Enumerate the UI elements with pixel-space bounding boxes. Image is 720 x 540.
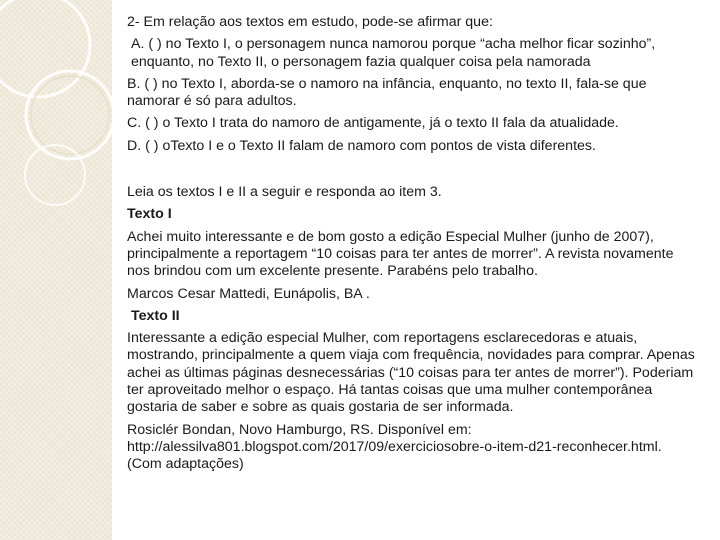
reading-instruction: Leia os textos I e II a seguir e responda ao item 3. (127, 184, 442, 201)
option-b: B. ( ) no Texto I, aborda-se o namoro na infância, enquanto, no texto II, fala-se que namorar é só para adultos. (127, 75, 647, 110)
spacer (127, 160, 699, 184)
option-a: A. ( ) no Texto I, o personagem nunca namorou porque “acha melhor ficar sozinho”, enquanto, no Texto II, o personagem fazia qualquer coisa pela namorada (131, 36, 656, 70)
question-stem: 2- Em relação aos textos em estudo, pode-se afirmar que: (127, 14, 493, 30)
text2-body: Interessante a edição especial Mulher, com reportagens esclarecedoras e atuais, mostrando, principalmente a quem viaja com frequência, novidades para comprar. Apenas achei as últimas páginas desnecessárias (“10 coisas para ter antes de morrer”). Poderiam ter aproveitado melhor o espaço. Há tantas coisas que uma mulher contemporânea gostaria de saber e sobre as quais gostaria de ser informada. (127, 330, 695, 416)
option-c: C. ( ) o Texto I trata do namoro de antigamente, já o texto II fala da atualidade. (127, 115, 619, 132)
option-d: D. ( ) oTexto I e o Texto II falam de namoro com pontos de vista diferentes. (127, 137, 596, 154)
document-content (127, 14, 699, 479)
text1-author: Marcos Cesar Mattedi, Eunápolis, BA . (127, 285, 370, 302)
text2-author: Rosiclér Bondan, Novo Hamburgo, RS. Disponível em: http://alessilva801.blogspot.com/2017/09/exerciciosobre-o-item-d21-reconhecer.html. (Com adaptações) (127, 421, 662, 473)
text1-title: Texto I (127, 206, 172, 223)
text1-body: Achei muito interessante e de bom gosto a edição Especial Mulher (junho de 2007), principalmente a reportagem “10 coisas para ter antes de morrer”. A revista novamente nos brindou com um excelente presente. Parabéns pelo trabalho. (127, 228, 674, 280)
text2-title: Texto II (131, 307, 180, 324)
